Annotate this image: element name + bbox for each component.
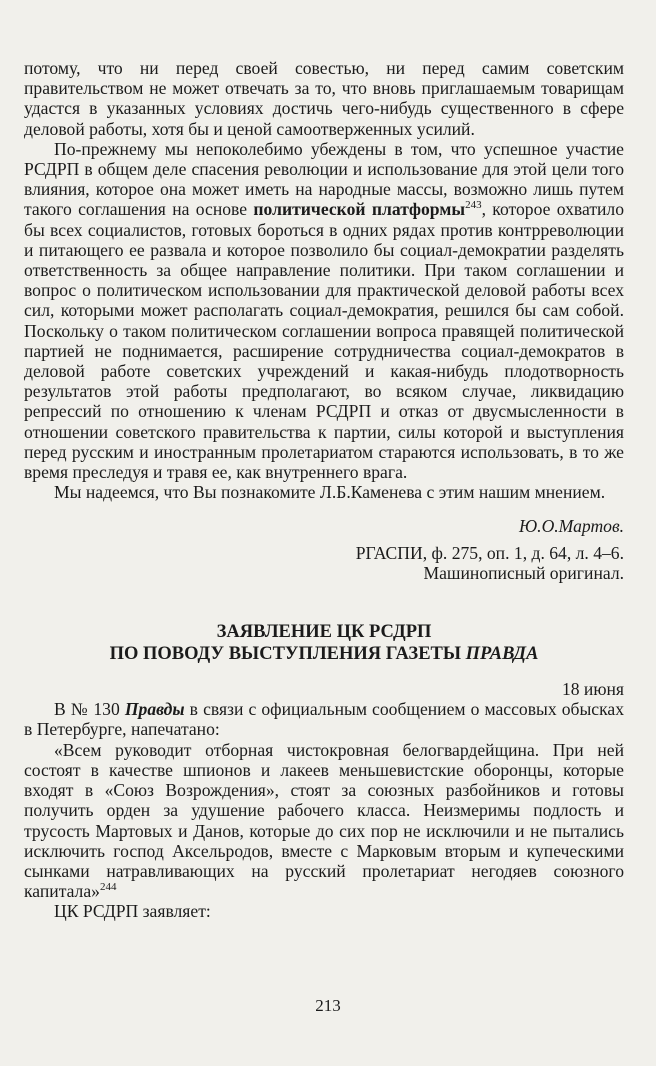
document-page — [24, 58, 624, 922]
paragraph-platform-text-after: , которое охватило бы всех социалистов, готовых бороться в одних рядах против контрреволюции и питающего ее развала и которое позволило бы социал-демократии разделять ответственность за общее направление политики. При таком соглашении и вопрос о политическом использовании для практической деловой работы всех сил, которыми может располагать социал-демократия, решился бы сам собой. Поскольку о таком политическом соглашении вопроса правящей политической партией не поднимается, расширение сотрудничества социал-демократов в деловой работе советских учреждений и какая-нибудь плодотворность результатов этой работы предполагают, во всяком случае, ликвидацию репрессий по отношению к членам РСДРП и отказ от двусмысленности в отношении советского правительства к партии, силы которой и выступления перед русским и иностранным пролетариатом стараются использовать, в то же время преследуя и травя ее, как внутреннего врага. — [24, 199, 625, 483]
footnote-ref-243: 243 — [465, 199, 482, 212]
signature-martov: Ю.О.Мартов. — [519, 516, 624, 537]
original-type: Машинописный оригинал. — [423, 562, 624, 583]
heading-newspaper-name: ПРАВДА — [465, 644, 539, 665]
paragraph-cc-statement: ЦК РСДРП заявляет: — [54, 901, 211, 922]
paragraph-pravda-prefix: В № 130 — [54, 699, 125, 720]
quotation — [24, 740, 624, 902]
section-heading — [24, 621, 624, 665]
page-number: 213 — [315, 996, 341, 1015]
archive-reference: РГАСПИ, ф. 275, оп. 1, д. 64, л. 4–6. — [355, 542, 624, 563]
statement-date: 18 июня — [561, 679, 624, 700]
paragraph-platform — [24, 139, 624, 482]
paragraph-continuation: потому, что ни перед своей совестью, ни перед самим советским правительством не может отвечать за то, что вновь приглашаемым товарищам удастся в указанных условиях достичь чего-нибудь существенного в сфере деловой работы, хотя бы и ценой самоотверженных усилий. — [24, 58, 624, 139]
political-platform-term: политической платформы — [253, 199, 466, 220]
heading-line-2 — [24, 643, 624, 665]
archive-source — [24, 543, 624, 583]
paragraph-platform-text-before: По-прежнему мы непоколебимо убеждены в том, что успешное участие РСДРП в общем деле спасения революции и использование для этой цели того влияния, которое она может иметь на народные массы, возможно лишь путем такого соглашения на основе — [24, 138, 624, 220]
quotation-text: «Всем руководит отборная чистокровная белогвардейщина. При ней состоят в качестве шпионов и лакеев меньшевистские оборонцы, которые входят в «Союз Возрождения», стоят за союзных разбойников и готовы получить орден за удушение рабочего класса. Неизмеримы подлость и трусость Мартовых и Данов, которые до сих пор не исключили и не пытались исключить господ Аксельродов, вместе с Марковым вторым и купеческими сынками натравливающих на русский пролетариат негодяев союзного капитала» — [24, 739, 624, 902]
pravda-newspaper-name: Правды — [124, 699, 185, 720]
paragraph-pravda-suffix: в связи с официальным сообщением о массовых обысках в Петербурге, напечатано: — [24, 699, 624, 740]
paragraph-kamenev: Мы надеемся, что Вы познакомите Л.Б.Каменева с этим нашим мнением. — [54, 482, 606, 503]
paragraph-pravda-issue — [24, 699, 624, 739]
footnote-ref-244: 244 — [99, 881, 117, 894]
heading-line-2-prefix: ПО ПОВОДУ ВЫСТУПЛЕНИЯ ГАЗЕТЫ — [109, 644, 466, 665]
heading-line-1: ЗАЯВЛЕНИЕ ЦК РСДРП — [216, 622, 432, 643]
